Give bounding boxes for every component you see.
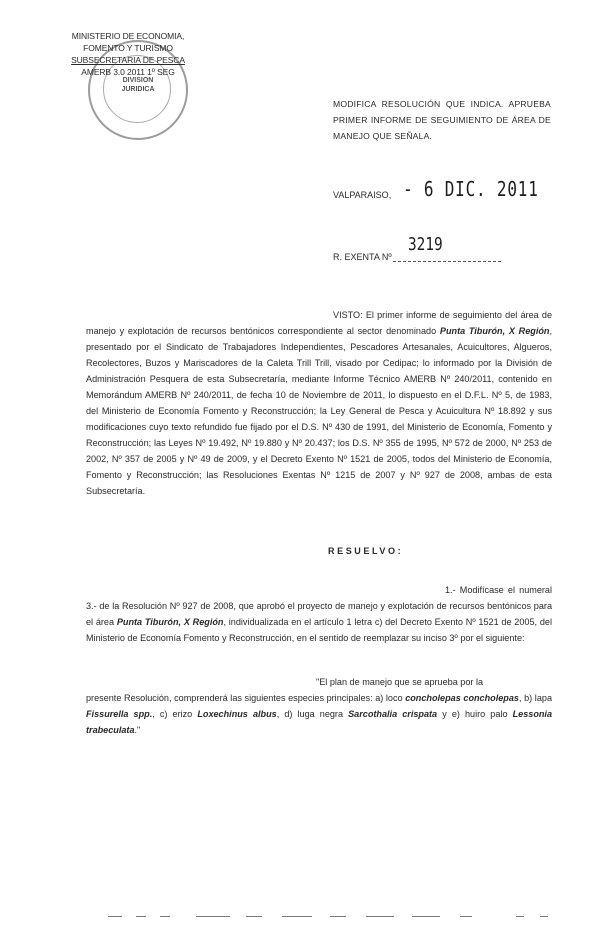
header-line-subsecretaria: SUBSECRETARIA DE PESCA xyxy=(71,55,185,65)
scan-artifact-line xyxy=(330,916,346,917)
resuelvo-heading: RESUELVO: xyxy=(328,546,404,556)
species-name: Sarcothalia crispata xyxy=(348,709,438,719)
scan-artifact-line xyxy=(136,916,146,917)
scan-artifact-line xyxy=(160,916,170,917)
scan-artifact-line xyxy=(196,916,230,917)
scan-artifact-line xyxy=(540,916,548,917)
stamp-text: DIVISION JURIDICA xyxy=(121,77,155,93)
scan-artifact-line xyxy=(516,916,524,917)
article-1-paragraph: 1.- Modifícase el numeral 3.- de la Resolución Nº 927 de 2008, que aprobó el proyecto de manejo y explotación de recursos bentónicos para el área Punta Tiburón, X Región, individualizada en el artículo 1 letra c) del Decreto Exento Nº 1521 de 2005, del Ministerio de Economía Fomento y Reconstrucción, en el sentido de reemplazar su inciso 3º por el siguiente: xyxy=(86,585,552,643)
area-name: Punta Tiburón, X Región xyxy=(116,617,224,627)
resolution-label: R. EXENTA Nº xyxy=(333,252,392,262)
header-line-reference: AMERB 3.0 2011 1º SEG xyxy=(81,67,175,77)
place-label: VALPARAISO, xyxy=(333,190,392,200)
resolution-subject: MODIFICA RESOLUCIÓN QUE INDICA. APRUEBA PRIMER INFORME DE SEGUIMIENTO DE ÁREA DE MANEJO QUE SEÑALA. xyxy=(333,99,551,141)
species-name: Loxechinus albus xyxy=(197,709,277,719)
scan-artifact-line xyxy=(108,916,122,917)
species-name: Fissurella spp. xyxy=(86,709,153,719)
area-name: Punta Tiburón, X Región xyxy=(439,326,550,336)
resolution-number-line xyxy=(393,261,501,262)
header-line-fomento: FOMENTO Y TURISMO xyxy=(83,43,173,53)
ministry-header xyxy=(58,30,198,78)
quote-lead: "El plan de manejo que se aprueba por la xyxy=(316,677,484,687)
resolution-number: 3219 xyxy=(408,234,443,255)
species-name: concholepas concholepas xyxy=(405,693,519,703)
species-name: Lessonia trabeculata xyxy=(86,709,553,735)
resolution-date: - 6 DIC. 2011 xyxy=(403,177,539,201)
scan-artifact-line xyxy=(412,916,440,917)
scan-artifact-line xyxy=(282,916,312,917)
scan-artifact-line xyxy=(246,916,262,917)
visto-paragraph: VISTO: El primer informe de seguimiento del área de manejo y explotación de recursos bentónicos correspondiente al sector denominado Punta Tiburón, X Región, presentado por el Sindicato de Trabajadores Independientes, Pescadores Artesanales, Acuicultores, Algueros, Recolectores, Buzos y Mariscadores de la Caleta Trill Trill, visado por Cedipac; lo informado por la División de Administración Pesquera de esta Subsecretaría, mediante Informe Técnico AMERB Nº 240/2011, contenido en Memorándum AMERB Nº 240/2011, de fecha 10 de Noviembre de 2011, lo dispuesto en el D.F.L. Nº 5, de 1983, del Ministerio de Economía Fomento y Reconstrucción; la Ley General de Pesca y Acuicultura Nº 18.892 y sus modificaciones cuyo texto refundido fue fijado por el D.S. Nº 430 de 1991, del Ministerio de Economía, Fomento y Reconstrucción; las Leyes Nº 19.492, Nº 19.880 y Nº 20.437; los D.S. Nº 355 de 1995, Nº 572 de 2000, Nº 253 de 2002, Nº 357 de 2005 y Nº 49 de 2009, y el Decreto Exento Nº 1521 de 2005, todos del Ministerio de Economía, Fomento y Reconstrucción; las Resoluciones Exentas Nº 1215 de 2007 y Nº 927 de 2008, ambas de esta Subsecretaría. xyxy=(86,310,552,496)
quote-paragraph: presente Resolución, comprenderá las siguientes especies principales: a) loco concholepas concholepas, b) lapa Fissurella spp., c) erizo Loxechinus albus, d) luga negra Sarcothalia crispata y e) huiro palo Lessonia trabeculata." xyxy=(86,693,553,735)
scan-artifact-line xyxy=(366,916,394,917)
scan-artifact-line xyxy=(460,916,472,917)
header-line-ministry: MINISTERIO DE ECONOMIA, xyxy=(71,31,185,41)
